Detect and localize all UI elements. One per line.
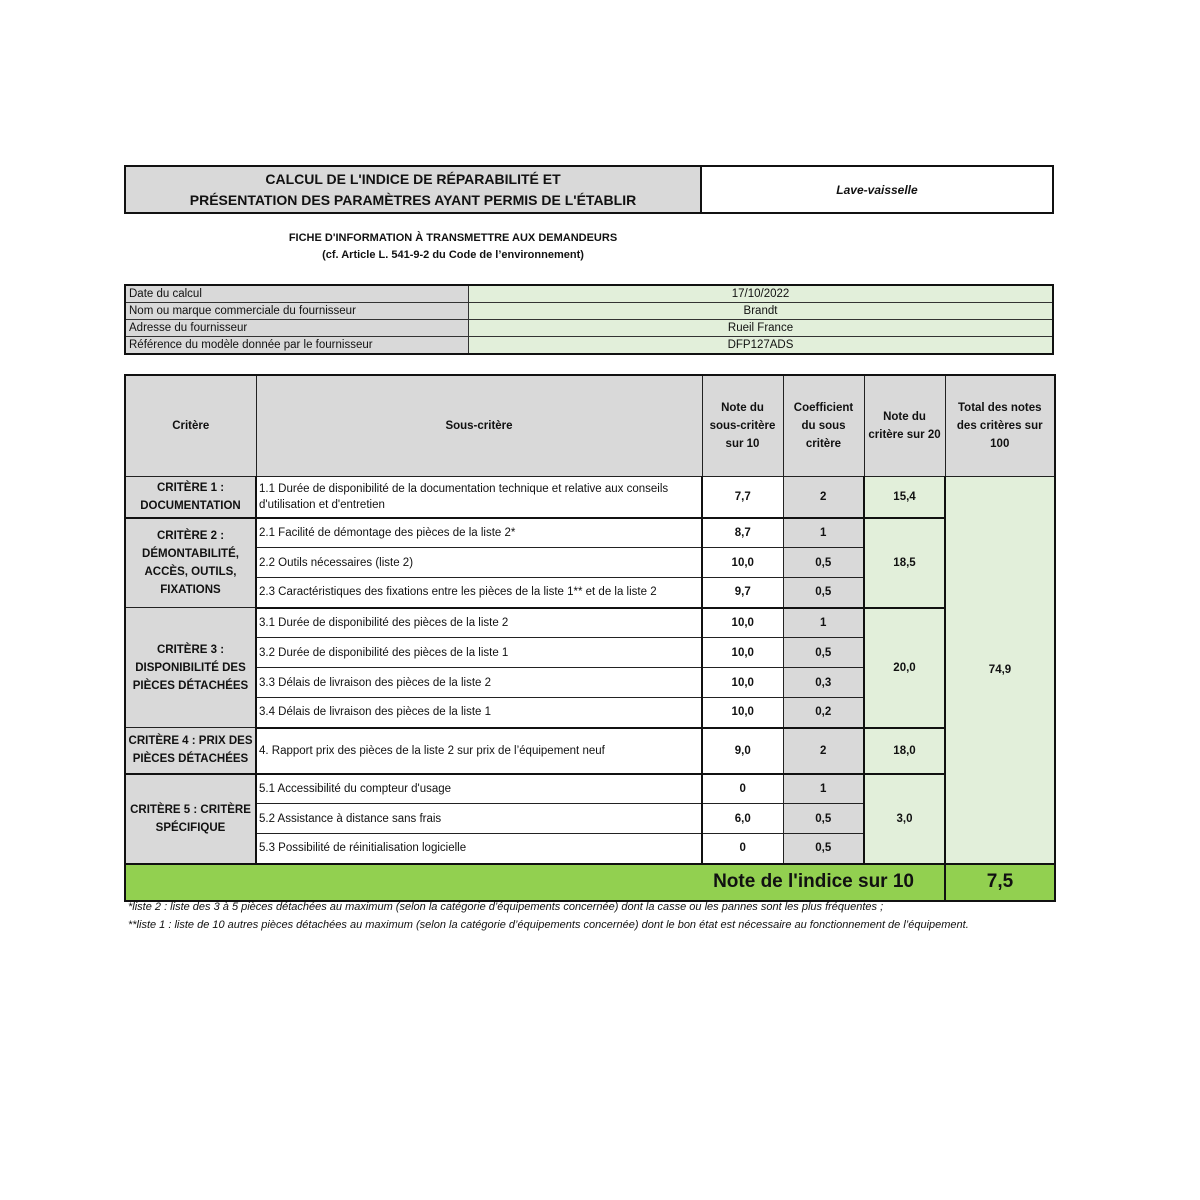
criterion-5-note: 3,0: [864, 774, 945, 864]
header-sous-critere: Sous-critère: [256, 375, 702, 477]
footnote-list-1: **liste 1 : liste de 10 autres pièces détachées au maximum (selon la catégorie d’équipements concernée) dont le bon état est nécessaire au fonctionnement de l’équipement.: [128, 918, 969, 931]
info-row-model: [125, 337, 1053, 355]
info-sheet-subheading: [124, 230, 782, 264]
subcriterion-score: 10,0: [702, 668, 783, 698]
header-note-critere: Note du critère sur 20: [864, 375, 945, 477]
subcriterion-coefficient: 0,3: [783, 668, 864, 698]
subcriterion-label: 2.2 Outils nécessaires (liste 2): [256, 548, 702, 578]
subcriterion-coefficient: 1: [783, 774, 864, 804]
subcriterion-score: 8,7: [702, 518, 783, 548]
total-score: 74,9: [945, 477, 1055, 864]
final-score-row: [125, 864, 1055, 901]
info-label: Nom ou marque commerciale du fournisseur: [125, 303, 469, 320]
criterion-5-name: CRITÈRE 5 : CRITÈRE SPÉCIFIQUE: [125, 774, 256, 864]
subcriterion-coefficient: 0,5: [783, 834, 864, 864]
header-critere: Critère: [125, 375, 256, 477]
subcriterion-coefficient: 2: [783, 477, 864, 518]
subcriterion-label: 2.1 Facilité de démontage des pièces de la liste 2*: [256, 518, 702, 548]
subcriterion-label: 3.3 Délais de livraison des pièces de la liste 2: [256, 668, 702, 698]
subheading-line-1: FICHE D'INFORMATION À TRANSMETTRE AUX DEMANDEURS: [288, 232, 618, 244]
table-row: [125, 728, 1055, 774]
product-type: [700, 165, 1054, 214]
subcriterion-coefficient: 0,5: [783, 578, 864, 608]
subcriterion-coefficient: 2: [783, 728, 864, 774]
criterion-3-note: 20,0: [864, 608, 945, 728]
info-label: Référence du modèle donnée par le fournisseur: [125, 337, 469, 355]
supplier-info-table: [124, 284, 1054, 355]
subcriterion-coefficient: 0,5: [783, 804, 864, 834]
subcriterion-score: 9,0: [702, 728, 783, 774]
info-value: 17/10/2022: [469, 285, 1054, 303]
product-type-label: Lave-vaisselle: [836, 182, 918, 197]
subcriterion-score: 9,7: [702, 578, 783, 608]
footnotes: [128, 899, 1048, 934]
subcriterion-score: 10,0: [702, 608, 783, 638]
criterion-1-name: CRITÈRE 1 : DOCUMENTATION: [125, 477, 256, 518]
info-value: Rueil France: [469, 320, 1054, 337]
info-value: Brandt: [469, 303, 1054, 320]
subcriterion-label: 3.4 Délais de livraison des pièces de la liste 1: [256, 698, 702, 728]
criterion-2-name: CRITÈRE 2 : DÉMONTABILITÉ, ACCÈS, OUTILS, FIXATIONS: [125, 518, 256, 608]
subcriterion-score: 0: [702, 774, 783, 804]
info-row-date: [125, 285, 1053, 303]
subcriterion-label: 4. Rapport prix des pièces de la liste 2 sur prix de l’équipement neuf: [256, 728, 702, 774]
info-label: Date du calcul: [125, 285, 469, 303]
subcriterion-score: 0: [702, 834, 783, 864]
document-title: [124, 165, 702, 214]
footnote-list-2: *liste 2 : liste des 3 à 5 pièces détachées au maximum (selon la catégorie d’équipements concernée) dont la casse ou les pannes sont les plus fréquentes ;: [128, 901, 884, 913]
subcriterion-label: 3.2 Durée de disponibilité des pièces de la liste 1: [256, 638, 702, 668]
repairability-table: [124, 374, 1056, 902]
subcriterion-coefficient: 0,5: [783, 638, 864, 668]
table-row: [125, 477, 1055, 518]
subheading-line-2: (cf. Article L. 541-9-2 du Code de l’environnement): [322, 249, 584, 261]
subcriterion-coefficient: 0,2: [783, 698, 864, 728]
subcriterion-score: 7,7: [702, 477, 783, 518]
subcriterion-label: 5.3 Possibilité de réinitialisation logicielle: [256, 834, 702, 864]
subcriterion-coefficient: 1: [783, 608, 864, 638]
info-row-address: [125, 320, 1053, 337]
criterion-4-note: 18,0: [864, 728, 945, 774]
criterion-1-note: 15,4: [864, 477, 945, 518]
info-value: DFP127ADS: [469, 337, 1054, 355]
header-coefficient: Coefficient du sous critère: [783, 375, 864, 477]
subcriterion-score: 10,0: [702, 698, 783, 728]
subcriterion-label: 3.1 Durée de disponibilité des pièces de la liste 2: [256, 608, 702, 638]
subcriterion-label: 1.1 Durée de disponibilité de la documentation technique et relative aux conseils d'utilisation et d'entretien: [256, 477, 702, 518]
table-row: [125, 774, 1055, 804]
title-line-2: PRÉSENTATION DES PARAMÈTRES AYANT PERMIS DE L'ÉTABLIR: [189, 191, 637, 208]
subcriterion-score: 10,0: [702, 638, 783, 668]
criterion-4-name: CRITÈRE 4 : PRIX DES PIÈCES DÉTACHÉES: [125, 728, 256, 774]
criterion-3-name: CRITÈRE 3 : DISPONIBILITÉ DES PIÈCES DÉTACHÉES: [125, 608, 256, 728]
table-row: [125, 608, 1055, 638]
info-row-brand: [125, 303, 1053, 320]
subcriterion-coefficient: 0,5: [783, 548, 864, 578]
final-score-label: Note de l'indice sur 10: [125, 864, 945, 901]
header-total: Total des notes des critères sur 100: [945, 375, 1055, 477]
subcriterion-label: 2.3 Caractéristiques des fixations entre les pièces de la liste 1** et de la liste 2: [256, 578, 702, 608]
criterion-2-note: 18,5: [864, 518, 945, 608]
subcriterion-score: 10,0: [702, 548, 783, 578]
title-line-1: CALCUL DE L'INDICE DE RÉPARABILITÉ ET: [265, 170, 561, 187]
subcriterion-label: 5.2 Assistance à distance sans frais: [256, 804, 702, 834]
table-header-row: [125, 375, 1055, 477]
header-note-sous-critere: Note du sous-critère sur 10: [702, 375, 783, 477]
subcriterion-score: 6,0: [702, 804, 783, 834]
subcriterion-label: 5.1 Accessibilité du compteur d'usage: [256, 774, 702, 804]
final-score-value: 7,5: [945, 864, 1055, 901]
info-label: Adresse du fournisseur: [125, 320, 469, 337]
table-row: [125, 518, 1055, 548]
subcriterion-coefficient: 1: [783, 518, 864, 548]
